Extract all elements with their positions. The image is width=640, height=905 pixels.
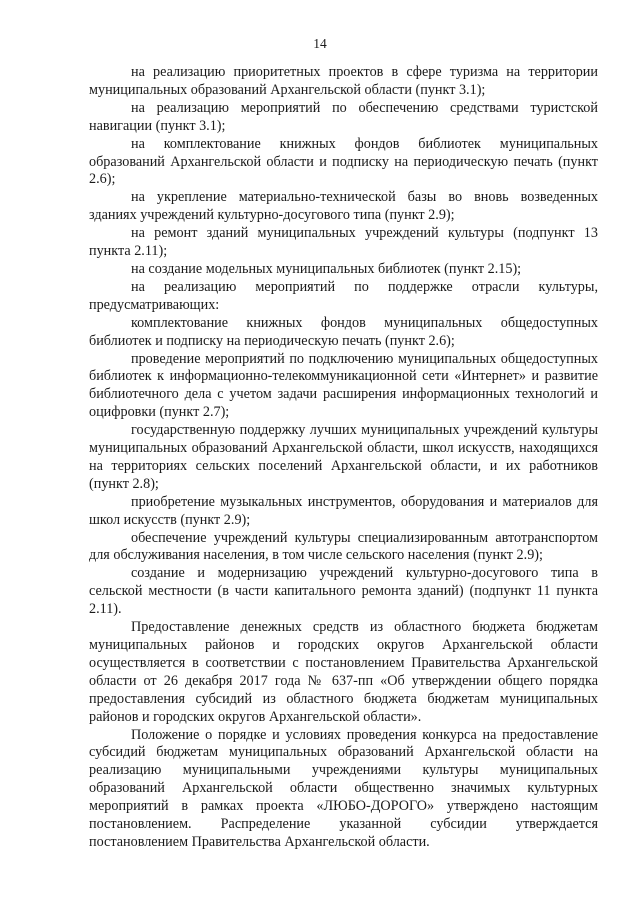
paragraph: государственную поддержку лучших муниципальных учреждений культуры муниципальных образований Архангельской области, школ искусств, находящихся на территориях сельских поселений Архангельской области, и их работников (пункт 2.8); [89,422,598,492]
paragraph: на ремонт зданий муниципальных учреждений культуры (подпункт 13 пункта 2.11); [89,225,598,260]
paragraph: на реализацию приоритетных проектов в сфере туризма на территории муниципальных образований Архангельской области (пункт 3.1); [89,64,598,98]
paragraph: создание и модернизацию учреждений культурно-досугового типа в сельской местности (в части капитального ремонта зданий) (подпункт 11 пункта 2.11). [89,565,598,618]
paragraph: комплектование книжных фондов муниципальных общедоступных библиотек и подписку на периодическую печать (пункт 2.6); [89,314,598,349]
document-body [89,64,598,852]
paragraph: на создание модельных муниципальных библиотек (пункт 2.15); [131,260,522,277]
paragraph: на реализацию мероприятий по поддержке отрасли культуры, предусматривающих: [89,278,598,313]
paragraph: на комплектование книжных фондов библиотек муниципальных образований Архангельской области и подписку на периодическую печать (пункт 2.6); [89,135,598,188]
page-number: 14 [313,36,327,51]
paragraph: проведение мероприятий по подключению муниципальных общедоступных библиотек к информационно-телекоммуникационной сети «Интернет» и развитие библиотечного дела с учетом задачи расширения информационных технологий и оцифровки (пункт 2.7); [89,350,598,421]
paragraph: на укрепление материально-технической базы во вновь возведенных зданиях учреждений культурно-досугового типа (пункт 2.9); [89,189,598,224]
paragraph: на реализацию мероприятий по обеспечению средствами туристской навигации (пункт 3.1); [89,99,598,134]
paragraph: обеспечение учреждений культуры специализированным автотранспортом для обслуживания населения, в том числе сельского населения (пункт 2.9); [89,529,598,564]
paragraph: Положение о порядке и условиях проведения конкурса на предоставление субсидий бюджетам муниципальных образований Архангельской области на реализацию муниципальными учреждениями культуры муниципальных образований Архангельской области общественно значимых культурных мероприятий в рамках проекта «ЛЮБО-ДОРОГО» утверждено настоящим постановлением. Распределение указанной субсидии утверждается постановлением Правительства Архангельской области. [89,726,598,850]
paragraph: Предоставление денежных средств из областного бюджета бюджетам муниципальных районов и городских округов Архангельской области осуществляется в соответствии с постановлением Правительства Архангельской области от 26 декабря 2017 года № 637-пп «Об утверждении общего порядка предоставления субсидий из областного бюджета бюджетам муниципальных районов и городских округов Архангельской области». [89,619,598,725]
paragraph: приобретение музыкальных инструментов, оборудования и материалов для школ искусств (пункт 2.9); [89,493,598,528]
